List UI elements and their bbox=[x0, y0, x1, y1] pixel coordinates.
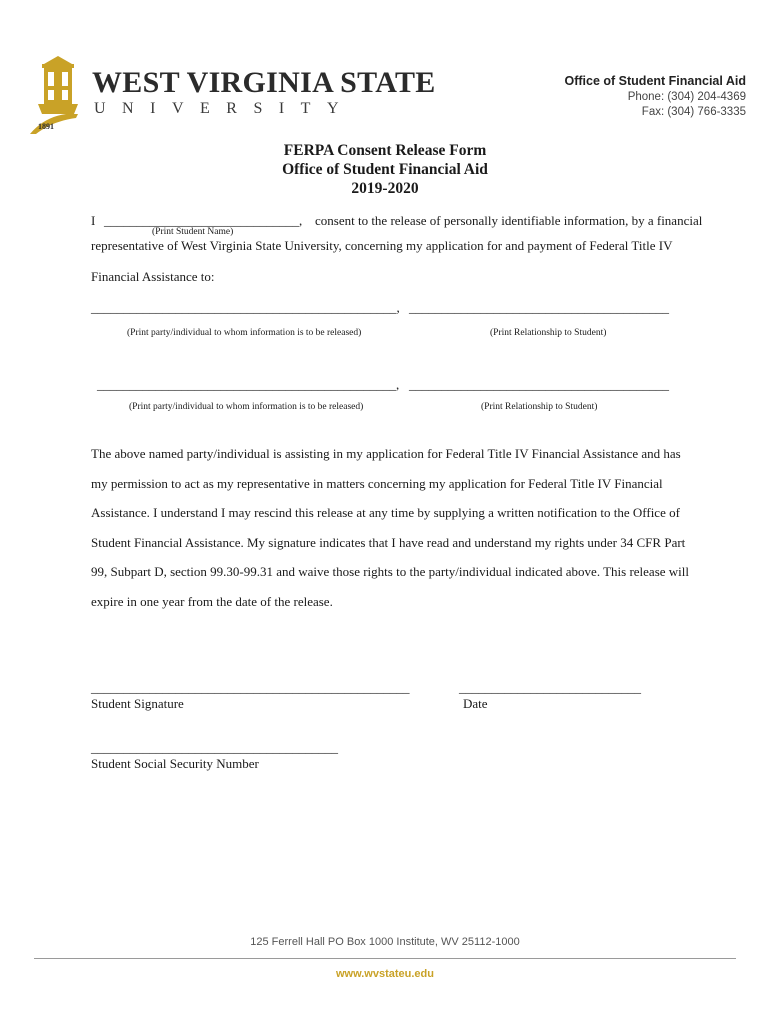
consent-text: consent to the release of personally identifiable information, by a financial bbox=[315, 213, 703, 228]
party-field-2[interactable]: ______________________________________________, bbox=[97, 377, 400, 392]
office-name: Office of Student Financial Aid bbox=[564, 74, 746, 88]
party-field-1[interactable]: _______________________________________________, bbox=[91, 300, 400, 315]
paragraph-line: expire in one year from the date of the release. bbox=[91, 593, 333, 609]
paragraph-line: 99, Subpart D, section 99.30-99.31 and waive those rights to the party/individual indicated above. This release will bbox=[91, 564, 689, 579]
student-name-caption: (Print Student Name) bbox=[152, 227, 234, 237]
relationship-caption-2: (Print Relationship to Student) bbox=[481, 402, 598, 412]
consent-line3: Financial Assistance to: bbox=[91, 269, 215, 284]
university-subtitle: UNIVERSITY bbox=[94, 100, 355, 117]
form-title-line1: FERPA Consent Release Form bbox=[283, 142, 487, 159]
party-caption-1: (Print party/individual to whom information is to be released) bbox=[127, 328, 362, 338]
form-title-line3: 2019-2020 bbox=[351, 180, 419, 197]
consent-line2: representative of West Virginia State University, concerning my application for and payment of Federal Title IV bbox=[91, 238, 673, 253]
relationship-field-2[interactable]: ________________________________________ bbox=[409, 377, 669, 392]
authorization-paragraph bbox=[91, 439, 691, 616]
office-fax: Fax: (304) 766-3335 bbox=[641, 106, 746, 118]
date-label: Date bbox=[463, 696, 488, 711]
form-title bbox=[0, 141, 770, 198]
university-logo bbox=[30, 56, 436, 136]
footer-address: 125 Ferrell Hall PO Box 1000 Institute, WV 25112-1000 bbox=[250, 936, 520, 948]
footer-divider bbox=[34, 958, 736, 959]
consent-i: I bbox=[91, 213, 96, 228]
paragraph-line: my permission to act as my representative in matters concerning my application for Federal Title IV Financial bbox=[91, 475, 663, 491]
student-name-field[interactable]: ______________________________, bbox=[104, 213, 303, 228]
paragraph-line: The above named party/individual is assisting in my application for Federal Title IV Financial Assistance and has bbox=[91, 446, 681, 461]
relationship-field-1[interactable]: ________________________________________ bbox=[409, 300, 669, 315]
office-phone: Phone: (304) 204-4369 bbox=[627, 91, 746, 103]
date-field[interactable]: ____________________________ bbox=[459, 680, 641, 695]
paragraph-line: Student Financial Assistance. My signature indicates that I have read and understand my rights under 34 CFR Part bbox=[91, 534, 686, 550]
footer-website[interactable]: www.wvstateu.edu bbox=[335, 968, 434, 980]
form-title-line2: Office of Student Financial Aid bbox=[282, 161, 488, 178]
relationship-caption-1: (Print Relationship to Student) bbox=[490, 328, 607, 338]
office-contact bbox=[565, 74, 747, 120]
ssn-label: Student Social Security Number bbox=[91, 756, 259, 771]
university-name: WEST VIRGINIA STATE bbox=[92, 66, 436, 99]
paragraph-line: Assistance. I understand I may rescind this release at any time by supplying a written notification to the Office of bbox=[91, 505, 680, 520]
signature-field[interactable]: _________________________________________________ bbox=[91, 680, 410, 695]
signature-label: Student Signature bbox=[91, 696, 184, 711]
ssn-field[interactable]: ______________________________________ bbox=[91, 740, 338, 755]
party-caption-2: (Print party/individual to whom information is to be released) bbox=[129, 402, 364, 412]
founded-year: 1891 bbox=[38, 122, 54, 131]
